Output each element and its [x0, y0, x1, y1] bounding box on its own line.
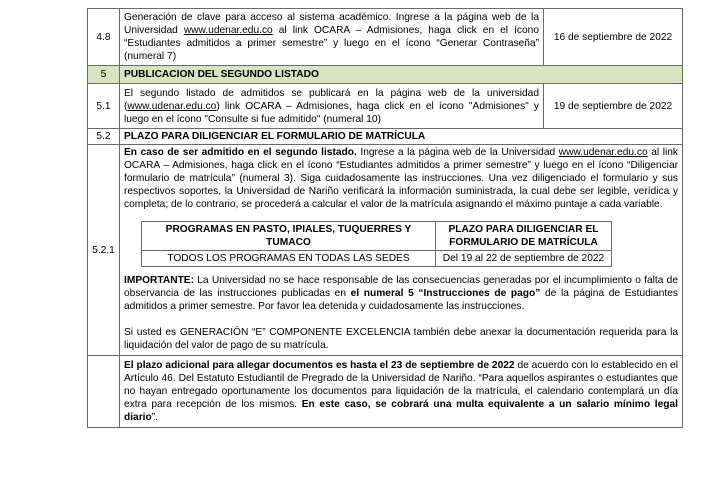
description-text: ) link OCARA – Admisiones, haga click en el ícono "Admisiones" y luego en el ícono "Consulte si fue admitido" (numeral 10) [124, 100, 539, 125]
row-5-2 [88, 129, 683, 145]
description-text: Generación de clave para acceso al sistema académico. Ingrese a la página web de la Universidad [124, 12, 539, 36]
row-5-1 [88, 84, 683, 129]
row-number: 4.8 [88, 9, 120, 66]
paragraph-text: de acuerdo con lo establecido en el Artículo 46. Del Estatuto Estudiantil de Pregrado de la Universidad de Nariño. “Para aquellos aspirantes o estudiantes que no hayan entregado oportunamente los documentos para liquidación de la matrícula, el calendario contemplará un día extra para recepción de los mismos. [124, 360, 678, 410]
row-description [120, 356, 683, 428]
emphasis-text: En caso de ser admitido en el segundo listado. [124, 147, 357, 158]
paragraph-text: La Universidad no se hace responsable de las consecuencias generadas por el incumplimiento o falta de observancia de las instrucciones publicadas en [124, 275, 678, 299]
description-text: El segundo listado de admitidos se publicará en la página web de la universidad ( [124, 87, 539, 112]
row-5-2-1 [88, 145, 683, 356]
deadline-row [142, 251, 612, 267]
generation-e-paragraph: Si usted es GENERACIÓN “E” COMPONENTE EXCELENCIA también debe anexar la documentación requerida para la liquidación del valor de pago de su matrícula. [124, 327, 678, 351]
deadline-table [141, 221, 612, 267]
emphasis-text: IMPORTANTE: [124, 275, 194, 286]
row-date: 19 de septiembre de 2022 [544, 84, 683, 129]
row-description [120, 145, 683, 356]
university-link[interactable]: www.udenar.edu.co [127, 100, 217, 112]
important-paragraph [124, 274, 678, 313]
section-number: 5 [88, 66, 120, 84]
deadline-cell: Del 19 al 22 de septiembre de 2022 [436, 251, 612, 267]
programs-header: PROGRAMAS EN PASTO, IPIALES, TUQUERRES Y TUMACO [142, 222, 436, 251]
emphasis-text: el numeral 5 “Instrucciones de pago” [350, 288, 541, 299]
row-additional-deadline [88, 356, 683, 428]
paragraph-text: ”. [151, 412, 158, 423]
row-description [120, 9, 544, 66]
instructions-paragraph [124, 146, 678, 211]
paragraph-text: de la página de Estudiantes admitidos a primer semestre. Por favor lea detenida y cuidadosamente las instrucciones. [124, 288, 678, 312]
row-number: 5.2 [88, 129, 120, 145]
section-title: PUBLICACION DEL SEGUNDO LISTADO [120, 66, 683, 84]
row-date: 16 de septiembre de 2022 [544, 9, 683, 66]
deadline-header-row [142, 222, 612, 251]
row-4-8 [88, 9, 683, 66]
schedule-table [87, 8, 683, 428]
emphasis-text: El plazo adicional para allegar documentos es hasta el 23 de septiembre de 2022 [124, 360, 515, 371]
paragraph-text: Ingrese a la página web de la Universidad [356, 147, 559, 158]
section-subtitle: PLAZO PARA DILIGENCIAR EL FORMULARIO DE MATRÍCULA [120, 129, 683, 145]
deadline-header: PLAZO PARA DILIGENCIAR EL FORMULARIO DE MATRÍCULA [436, 222, 612, 251]
description-text: al link OCARA – Admisiones, haga click en el ícono “Estudiantes admitidos a primer semestre” y luego en el ícono “Generar Contraseña” (numeral 7) [124, 25, 539, 62]
row-number: 5.2.1 [88, 145, 120, 356]
programs-cell: TODOS LOS PROGRAMAS EN TODAS LAS SEDES [142, 251, 436, 267]
university-link[interactable]: www.udenar.edu.co [558, 147, 648, 158]
university-link[interactable]: www.udenar.edu.co [183, 25, 273, 36]
paragraph-text: al link OCARA – Admisiones, haga click en el ícono “Estudiantes admitidos a primer semestre” y luego en el ícono “Diligenciar formulario de matrícula” (numeral 3). Siga cuidadosamente las instrucciones. Una vez diligenciado el formulario y sus respectivos soportes, la Universidad de Nariño verificará la información suministrada, la cual debe ser legible, verídica y completa; de lo contrario, se procederá a calcular el valor de la matrícula asignando el máximo puntaje a cada variable. [124, 147, 678, 210]
emphasis-text: En este caso, se cobrará una multa equivalente a un salario mínimo legal diario [124, 399, 679, 423]
row-number: 5.1 [88, 84, 120, 129]
section-row-5 [88, 66, 683, 84]
row-description [120, 84, 544, 129]
